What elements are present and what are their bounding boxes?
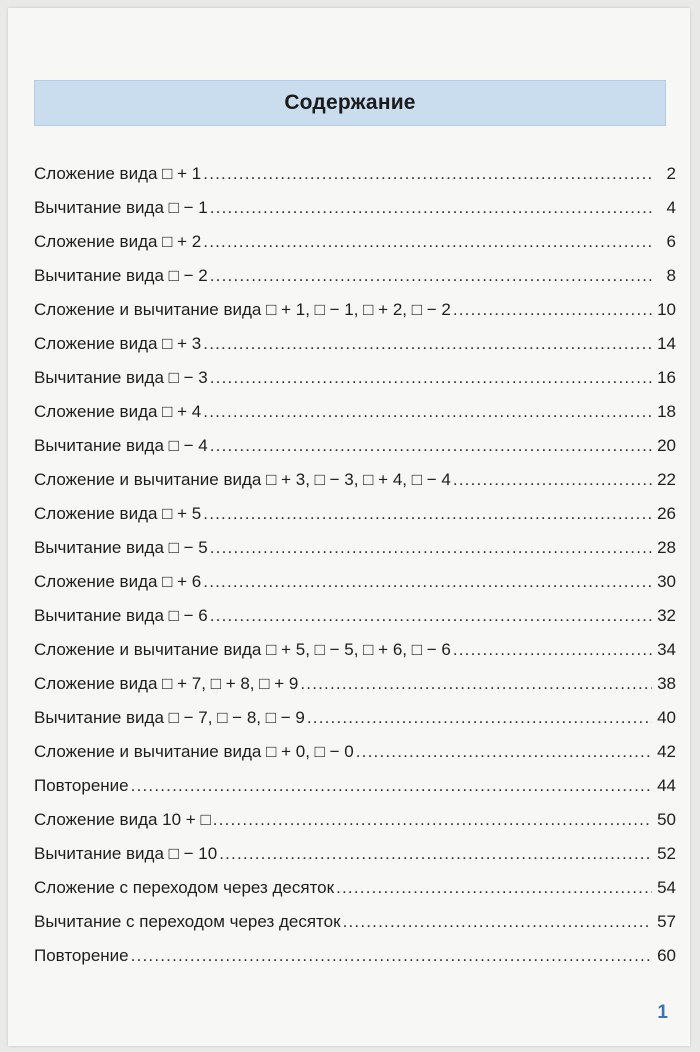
toc-entry-page: 34 [657,640,676,659]
toc-entry [34,606,676,640]
toc-entry-page: 4 [666,198,676,217]
toc-entry [34,300,676,334]
toc-entry-label: Сложение вида □ + 5 [34,504,202,523]
dot-leader [203,504,652,524]
toc-entry [34,266,676,300]
toc-entry-label: Сложение с переходом через десяток [34,878,335,897]
toc-entry-page: 40 [657,708,676,727]
dot-leader [210,368,652,388]
toc-entry-label: Повторение [34,946,129,965]
dot-leader [203,232,652,252]
toc-entry-page: 2 [666,164,676,183]
toc-entry-page: 54 [657,878,676,897]
dot-leader [213,810,652,830]
toc-entry-label: Вычитание вида □ − 4 [34,436,208,455]
dot-leader [453,640,652,660]
dot-leader [356,742,652,762]
toc-entry-page: 57 [657,912,676,931]
toc-entry [34,368,676,402]
dot-leader [210,436,652,456]
toc-entry-label: Повторение [34,776,129,795]
toc-entry-page: 10 [657,300,676,319]
toc-entry-label: Вычитание вида □ − 7, □ − 8, □ − 9 [34,708,305,727]
dot-leader [307,708,652,728]
toc-entry [34,470,676,504]
toc-entry [34,164,676,198]
toc-entry [34,232,676,266]
table-of-contents [34,164,676,980]
toc-entry [34,402,676,436]
toc-entry-page: 30 [657,572,676,591]
toc-entry-label: Сложение и вычитание вида □ + 3, □ − 3, □ + 4, □ − 4 [34,470,451,489]
dot-leader [210,538,652,558]
toc-entry-label: Сложение и вычитание вида □ + 5, □ − 5, □ + 6, □ − 6 [34,640,451,659]
toc-entry [34,912,676,946]
toc-entry-label: Вычитание с переходом через десяток [34,912,341,931]
toc-entry-page: 52 [657,844,676,863]
toc-entry-label: Сложение вида 10 + □ [34,810,211,829]
dot-leader [219,844,652,864]
toc-entry [34,334,676,368]
dot-leader [131,946,652,966]
page-title: Содержание [284,91,416,114]
toc-entry [34,742,676,776]
toc-entry [34,878,676,912]
toc-entry-page: 16 [657,368,676,387]
toc-entry [34,776,676,810]
toc-entry [34,844,676,878]
toc-entry [34,708,676,742]
toc-entry [34,640,676,674]
toc-entry-label: Сложение и вычитание вида □ + 1, □ − 1, □ + 2, □ − 2 [34,300,451,319]
dot-leader [453,470,652,490]
toc-entry-label: Сложение вида □ + 4 [34,402,202,421]
contents-header [34,80,666,126]
toc-entry [34,946,676,980]
toc-entry-page: 22 [657,470,676,489]
toc-entry-page: 14 [657,334,676,353]
toc-entry-label: Вычитание вида □ − 5 [34,538,208,557]
toc-entry-label: Вычитание вида □ − 3 [34,368,208,387]
toc-entry-page: 50 [657,810,676,829]
toc-entry-label: Вычитание вида □ − 1 [34,198,208,217]
toc-entry-page: 44 [657,776,676,795]
toc-entry-label: Сложение вида □ + 2 [34,232,202,251]
toc-entry [34,674,676,708]
toc-entry [34,504,676,538]
toc-entry-page: 42 [657,742,676,761]
dot-leader [203,402,652,422]
toc-entry [34,572,676,606]
dot-leader [210,198,652,218]
toc-entry [34,538,676,572]
toc-entry-page: 6 [666,232,676,251]
dot-leader [343,912,652,932]
page-number: 1 [657,1002,668,1023]
dot-leader [203,164,652,184]
toc-entry-label: Сложение вида □ + 3 [34,334,202,353]
toc-entry-label: Сложение вида □ + 7, □ + 8, □ + 9 [34,674,299,693]
toc-entry [34,198,676,232]
toc-entry-label: Сложение вида □ + 6 [34,572,202,591]
toc-entry [34,810,676,844]
dot-leader [453,300,652,320]
toc-entry-page: 38 [657,674,676,693]
dot-leader [131,776,652,796]
toc-entry-page: 18 [657,402,676,421]
toc-entry-page: 20 [657,436,676,455]
toc-entry-page: 28 [657,538,676,557]
toc-entry-page: 32 [657,606,676,625]
toc-entry-page: 8 [666,266,676,285]
toc-entry-label: Сложение и вычитание вида □ + 0, □ − 0 [34,742,354,761]
dot-leader [300,674,652,694]
toc-entry-label: Сложение вида □ + 1 [34,164,202,183]
toc-entry-label: Вычитание вида □ − 10 [34,844,218,863]
dot-leader [203,334,652,354]
toc-entry-label: Вычитание вида □ − 2 [34,266,208,285]
dot-leader [210,266,652,286]
toc-entry-page: 26 [657,504,676,523]
toc-entry-label: Вычитание вида □ − 6 [34,606,208,625]
book-page [8,8,690,1046]
toc-entry-page: 60 [657,946,676,965]
dot-leader [210,606,652,626]
dot-leader [336,878,652,898]
dot-leader [203,572,652,592]
toc-entry [34,436,676,470]
